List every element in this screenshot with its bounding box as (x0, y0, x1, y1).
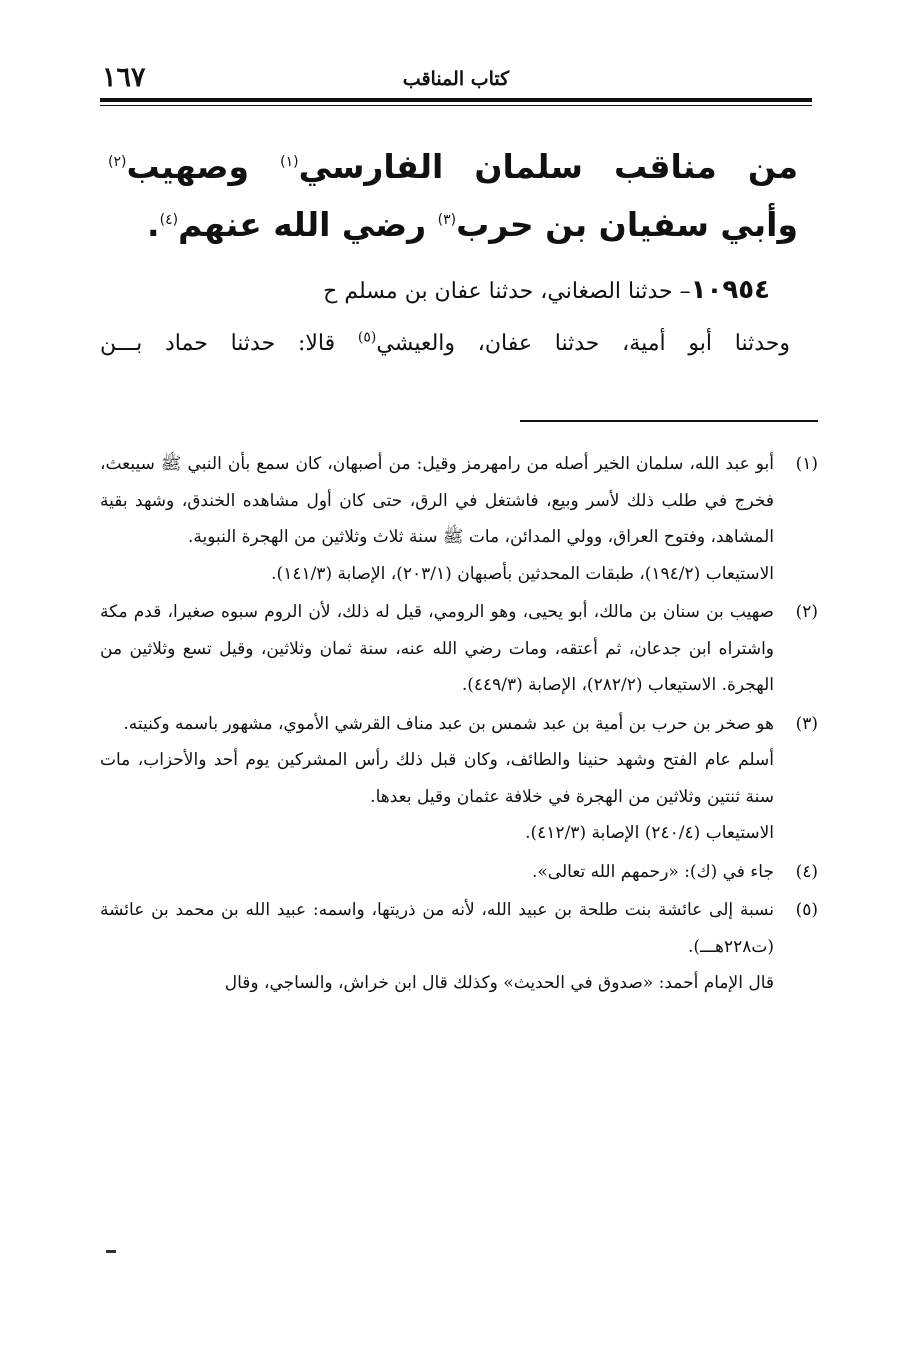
heading-end: . (147, 205, 160, 244)
header-rule-thick (100, 98, 812, 102)
footnote-text: هو صخر بن حرب بن أمية بن عبد شمس بن عبد مناف القرشي الأموي، مشهور باسمه وكنيته. (123, 713, 774, 734)
footnote-marker: (٣) (795, 713, 818, 734)
footnote-text: نسبة إلى عائشة بنت طلحة بن عبيد الله، لأنه من ذريتها، واسمه: عبيد الله بن محمد بن عائشة (ت٢٢٨هـــ). (100, 900, 774, 957)
hadith-chain-1: – حدثنا الصغاني، حدثنا عفان بن مسلم ح (323, 279, 691, 304)
footnote-ref-1[interactable]: (١) (280, 154, 299, 170)
footnote-marker: (٥) (795, 900, 818, 920)
hadith-line-2 (100, 318, 790, 370)
book-title: كتاب المناقب (402, 68, 510, 90)
footnote-marker: (١) (795, 454, 818, 474)
heading-text-2: وصهيب (126, 147, 281, 186)
hadith-chain-3: قالا: حدثنا حماد بـــن (100, 331, 358, 356)
footnote-3 (100, 706, 818, 852)
footnote-separator (520, 420, 818, 422)
footnote-text: أبو عبد الله، سلمان الخير أصله من رامهرمز وقيل: من أصبهان، كان سمع بأن النبي ﷺ سيبعث، فخرج في طلب ذلك لأسر وبيع، فاشتغل في الرق، حتى كان أول مشاهده الخندق، وشهد بقية المشاهد، وفتوح العراق، وولي المدائن، مات ﷺ سنة ثلاث وثلاثين من الهجرة النبوية. (100, 454, 774, 547)
heading-text-3: وأبي سفيان بن حرب (456, 205, 798, 244)
footnote-ref-3[interactable]: (٣) (437, 212, 457, 228)
hadith-text (100, 264, 790, 370)
footnote-ref-5[interactable]: (٥) (357, 329, 377, 346)
footnote-2 (100, 594, 818, 704)
hadith-chain-2: وحدثنا أبو أمية، حدثنا عفان، والعيشي (376, 331, 790, 356)
footnote-marker: (٢) (795, 602, 818, 622)
page-number: ١٦٧ (102, 62, 146, 93)
footnotes (100, 446, 818, 1004)
footnote-4 (100, 854, 818, 891)
heading-text-1: من مناقب سلمان الفارسي (298, 147, 798, 186)
hadith-number: ١٠٩٥٤ (690, 275, 770, 305)
heading-text-4: رضي الله عنهم (178, 205, 438, 244)
footnote-1 (100, 446, 818, 592)
footnote-citation: الاستيعاب (٢٤٠/٤) الإصابة (٤١٢/٣). (525, 823, 774, 843)
footnote-text: قال الإمام أحمد: «صدوق في الحديث» وكذلك قال ابن خراش، والساجي، وقال (224, 973, 774, 993)
footnote-marker: (٤) (795, 861, 818, 882)
running-header (100, 60, 812, 100)
footnote-ref-2[interactable]: (٢) (108, 154, 127, 170)
footnote-text: صهيب بن سنان بن مالك، أبو يحيى، وهو الرومي، قيل له ذلك، لأن الروم سبوه صغيرا، قدم مكة واشتراه ابن جدعان، ثم أعتقه، ومات رضي الله عنه، سنة ثمان وثلاثين، وقيل تسع وثلاثين من الهجرة. الاستيعاب (٢٨٢/٢)، الإصابة (٤٤٩/٣). (100, 602, 774, 695)
header-rule-thin (100, 105, 812, 106)
footnote-ref-4[interactable]: (٤) (159, 212, 179, 228)
hadith-line-1 (100, 264, 790, 318)
footnote-text: جاء في (ك): «رحمهم الله تعالى». (531, 861, 774, 882)
footnote-text: أسلم عام الفتح وشهد حنينا والطائف، وكان قبل ذلك رأس المشركين يوم أحد والأحزاب، مات سنة ثنتين وثلاثين من الهجرة في خلافة عثمان وقيل بعدها. (100, 750, 774, 807)
chapter-heading (108, 138, 798, 254)
footnote-5 (100, 892, 818, 1002)
continuation-mark (106, 1250, 116, 1253)
footnote-citation: الاستيعاب (١٩٤/٢)، طبقات المحدثين بأصبهان (٢٠٣/١)، الإصابة (١٤١/٣). (271, 563, 774, 584)
